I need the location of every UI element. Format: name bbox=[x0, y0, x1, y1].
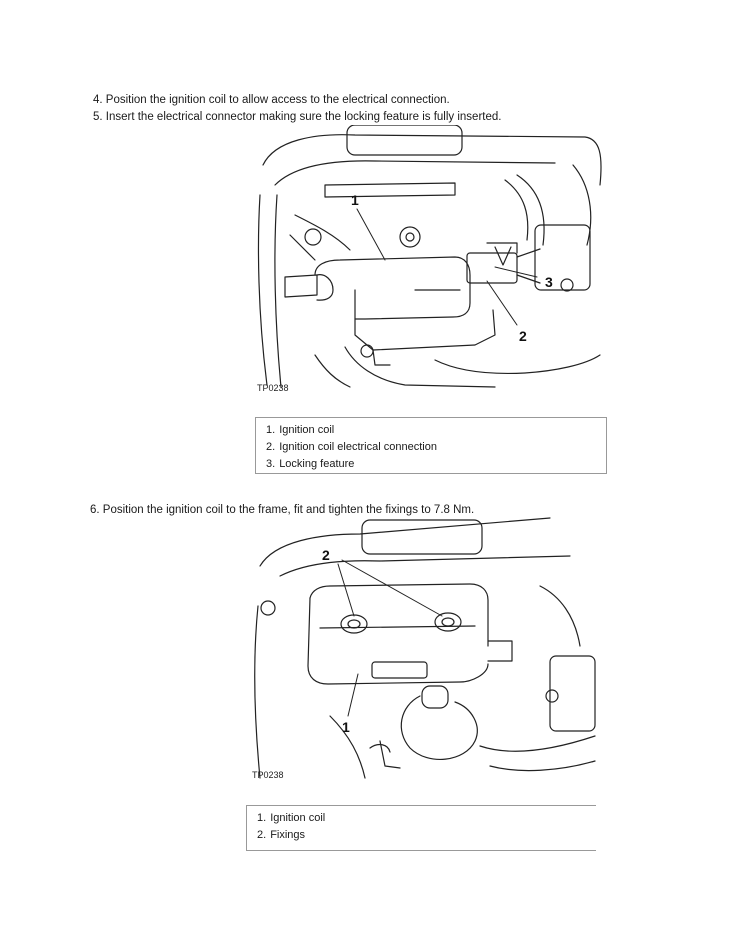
figure-1-callout-3: 3 bbox=[545, 274, 553, 290]
legend-row: 2. Fixings bbox=[257, 829, 306, 841]
figure-2-callout-1: 1 bbox=[342, 719, 350, 735]
figure-2-legend bbox=[246, 805, 596, 851]
figure-1-illustration bbox=[255, 125, 605, 395]
step-5: 5. Insert the electrical connector making sure the locking feature is fully inserted. bbox=[93, 111, 502, 123]
figure-2-callout-2: 2 bbox=[322, 547, 330, 563]
figure-2-code: TP0238 bbox=[252, 770, 284, 780]
legend-row: 3. Locking feature bbox=[266, 458, 355, 470]
legend-row: 1. Ignition coil bbox=[257, 812, 326, 824]
figure-2-illustration bbox=[250, 516, 600, 786]
step-6: 6. Position the ignition coil to the frame, fit and tighten the fixings to 7.8 Nm. bbox=[90, 504, 475, 516]
step-4: 4. Position the ignition coil to allow access to the electrical connection. bbox=[93, 94, 450, 106]
legend-row: 1. Ignition coil bbox=[266, 424, 335, 436]
figure-1-legend bbox=[255, 417, 607, 474]
figure-1-code: TP0238 bbox=[257, 383, 289, 393]
legend-row: 2. Ignition coil electrical connection bbox=[266, 441, 437, 453]
figure-1-callout-2: 2 bbox=[519, 328, 527, 344]
figure-1-callout-1: 1 bbox=[351, 192, 359, 208]
